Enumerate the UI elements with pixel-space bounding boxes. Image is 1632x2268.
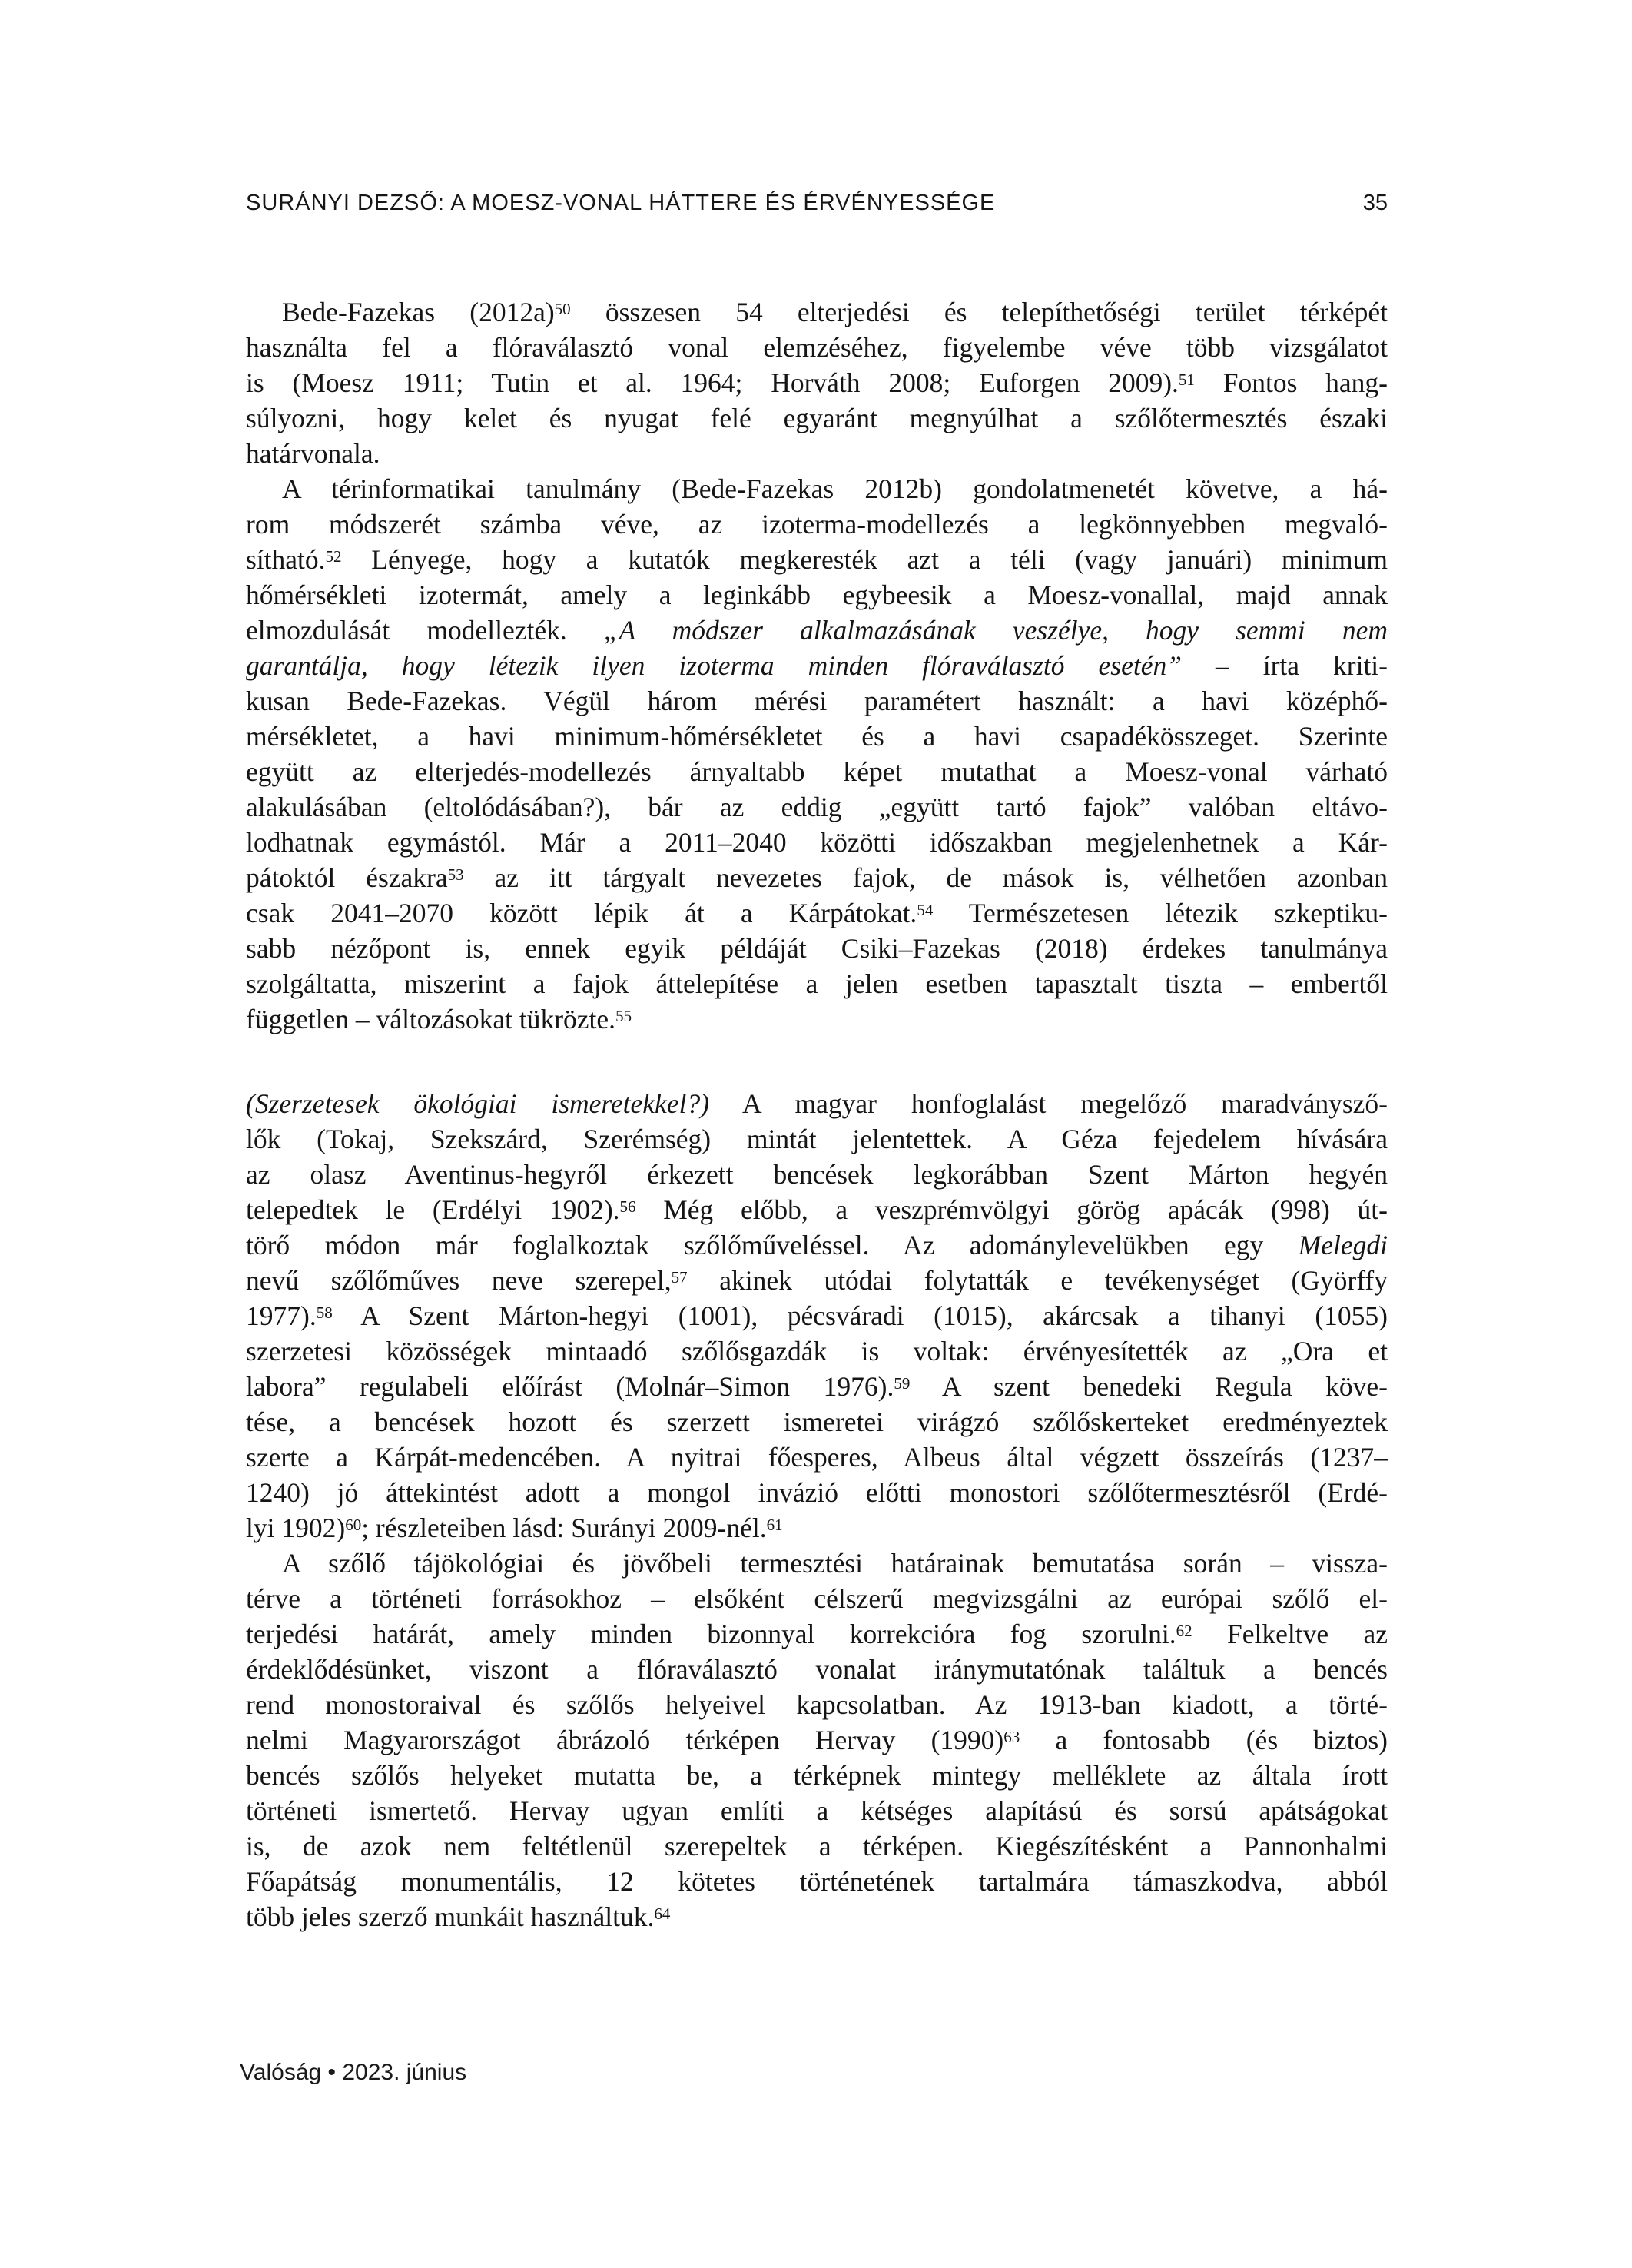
- header-title: SURÁNYI DEZSŐ: A MOESZ-VONAL HÁTTERE ÉS ÉRVÉNYESSÉGE: [246, 191, 996, 215]
- text-line: [246, 506, 1388, 542]
- body-text: elmozdulását modellezték.: [246, 615, 604, 646]
- text-line: [246, 471, 1388, 506]
- body-text: Természetesen létezik szkeptiku-: [933, 898, 1388, 928]
- footnote-ref: 59: [894, 1373, 911, 1393]
- paragraph: [246, 294, 1388, 471]
- body-text: is (Moesz 1911; Tutin et al. 1964; Horváth 2008; Euforgen 2009).: [246, 367, 1179, 398]
- body-text: A Szent Márton-hegyi (1001), pécsváradi (1015), akárcsak a tihanyi (1055): [332, 1300, 1388, 1331]
- body-text: történeti ismertető. Hervay ugyan említi a kétséges alapítású és sorsú apátságokat: [246, 1795, 1388, 1826]
- body-text: az olasz Aventinus-hegyről érkezett bencések legkorábban Szent Márton hegyén: [246, 1159, 1388, 1190]
- body-text: bencés szőlős helyeket mutatta be, a térképnek mintegy melléklete az általa írott: [246, 1760, 1388, 1791]
- body-text: szolgáltatta, miszerint a fajok áttelepítése a jelen esetben tapasztalt tiszta – embertől: [246, 968, 1388, 999]
- text-line: [246, 436, 1388, 471]
- text-line: [246, 895, 1388, 931]
- text-line: [246, 1793, 1388, 1828]
- body-text: használta fel a flóraválasztó vonal elemzéséhez, figyelembe véve több vizsgálatot: [246, 332, 1388, 363]
- footnote-ref: 50: [554, 299, 571, 318]
- body-text: határvonala.: [246, 438, 380, 469]
- footnote-ref: 53: [447, 865, 464, 884]
- text-line: [246, 1475, 1388, 1510]
- text-line: [246, 1722, 1388, 1758]
- body-text: A magyar honfoglalást megelőző maradványsző-: [709, 1088, 1388, 1119]
- footnote-ref: 56: [619, 1197, 636, 1216]
- text-line: [246, 1581, 1388, 1616]
- text-line: [246, 966, 1388, 1001]
- footnote-ref: 57: [671, 1267, 688, 1287]
- text-line: [246, 613, 1388, 648]
- text-line: [246, 1121, 1388, 1157]
- text-line: [246, 365, 1388, 400]
- body-text: akinek utódai folytatták e tevékenységet (Györffy: [687, 1265, 1388, 1296]
- body-text: labora” regulabeli előírást (Molnár–Simon 1976).: [246, 1371, 894, 1402]
- text-line: [246, 1192, 1388, 1227]
- body-text: rom módszerét számba véve, az izoterma-modellezés a legkönnyebben megvaló-: [246, 509, 1388, 540]
- text-line: [246, 931, 1388, 966]
- body-text: térve a történeti forrásokhoz – elsőként célszerű megvizsgálni az európai szőlő el-: [246, 1583, 1388, 1614]
- text-line: [246, 754, 1388, 789]
- footnote-ref: 64: [654, 1904, 671, 1923]
- italic-text: Melegdi: [1298, 1230, 1388, 1260]
- body-text: Fontos hang-: [1194, 367, 1388, 398]
- text-line: [246, 1404, 1388, 1439]
- text-line: [246, 1899, 1388, 1934]
- text-line: [246, 860, 1388, 895]
- body-text: terjedési határát, amely minden bizonnyal korrekcióra fog szorulni.: [246, 1619, 1176, 1649]
- footnote-ref: 60: [345, 1515, 362, 1534]
- body-text: összesen 54 elterjedési és telepíthetőségi terület térképét: [570, 297, 1388, 327]
- body-text: is, de azok nem feltétlenül szerepeltek a térképen. Kiegészítésként a Pannonhalmi: [246, 1831, 1388, 1861]
- body-text: hőmérsékleti izotermát, amely a leginkább egybeesik a Moesz-vonallal, majd annak: [246, 579, 1388, 610]
- body-text: – írta kriti-: [1181, 650, 1388, 681]
- running-header: [246, 191, 1388, 216]
- paragraph: [246, 1086, 1388, 1546]
- text-line: [246, 1510, 1388, 1546]
- page-number: 35: [1362, 191, 1388, 215]
- text-line: [246, 1227, 1388, 1263]
- footnote-ref: 51: [1178, 370, 1195, 389]
- footnote-ref: 63: [1003, 1727, 1020, 1746]
- body-text: rend monostoraival és szőlős helyeivel kapcsolatban. Az 1913-ban kiadott, a törté-: [246, 1689, 1388, 1720]
- text-line: [246, 719, 1388, 754]
- text-line: [246, 1758, 1388, 1793]
- text-line: [246, 1687, 1388, 1722]
- text-line: [246, 1298, 1388, 1333]
- body-text: Lényege, hogy a kutatók megkeresték azt a téli (vagy januári) minimum: [341, 544, 1388, 575]
- body-text: csak 2041–2070 között lépik át a Kárpátokat.: [246, 898, 917, 928]
- text-line: [246, 1864, 1388, 1899]
- text-line: [246, 577, 1388, 613]
- body-text: alakulásában (eltolódásában?), bár az eddig „együtt tartó fajok” valóban eltávo-: [246, 792, 1388, 822]
- body-text: A térinformatikai tanulmány (Bede-Fazekas 2012b) gondolatmenetét követve, a há-: [282, 473, 1388, 504]
- body-text: Bede-Fazekas (2012a): [282, 297, 555, 327]
- body-text: kusan Bede-Fazekas. Végül három mérési paramétert használt: a havi középhő-: [246, 686, 1388, 716]
- footnote-ref: 52: [325, 546, 342, 566]
- italic-text: (Szerzetesek ökológiai ismeretekkel?): [246, 1088, 710, 1119]
- text-line: [246, 1086, 1388, 1121]
- body-text: Felkeltve az: [1192, 1619, 1388, 1649]
- body-text: a fontosabb (és biztos): [1020, 1725, 1388, 1755]
- text-line: [246, 1828, 1388, 1864]
- body-text: 1977).: [246, 1300, 317, 1331]
- text-line: [246, 1616, 1388, 1652]
- body-text: pátoktól északra: [246, 862, 448, 893]
- body-text: 1240) jó áttekintést adott a mongol invázió előtti monostori szőlőtermesztésről (Erdé-: [246, 1477, 1388, 1508]
- body-text: az itt tárgyalt nevezetes fajok, de mások is, vélhetően azonban: [463, 862, 1388, 893]
- footnote-ref: 61: [766, 1515, 783, 1534]
- body-text: Még előbb, a veszprémvölgyi görög apácák (998) út-: [635, 1194, 1388, 1225]
- body-text: érdeklődésünket, viszont a flóraválasztó vonalat iránymutatónak találtuk a bencés: [246, 1654, 1388, 1685]
- text-line: [246, 1157, 1388, 1192]
- body-text: lyi 1902): [246, 1513, 346, 1543]
- body-text: tése, a bencések hozott és szerzett ismeretei virágzó szőlőskerteket eredményeztek: [246, 1406, 1388, 1437]
- body-text: nevű szőlőműves neve szerepel,: [246, 1265, 672, 1296]
- text-line: [246, 789, 1388, 825]
- footnote-ref: 62: [1176, 1621, 1192, 1640]
- text-line: [246, 648, 1388, 683]
- body-text: több jeles szerző munkáit használtuk.: [246, 1901, 655, 1932]
- text-line: [246, 1652, 1388, 1687]
- text-block: [246, 294, 1388, 1934]
- body-text: független – változásokat tükrözte.: [246, 1004, 616, 1034]
- body-text: A szent benedeki Regula köve-: [910, 1371, 1388, 1402]
- text-line: [246, 330, 1388, 365]
- body-text: súlyozni, hogy kelet és nyugat felé egyaránt megnyúlhat a szőlőtermesztés északi: [246, 403, 1388, 433]
- body-text: A szőlő tájökológiai és jövőbeli termesztési határainak bemutatása során – vissza-: [282, 1548, 1388, 1579]
- text-line: [246, 1263, 1388, 1298]
- body-text: telepedtek le (Erdélyi 1902).: [246, 1194, 620, 1225]
- footnote-ref: 58: [316, 1303, 333, 1322]
- footnote-ref: 55: [615, 1006, 632, 1025]
- body-text: szerte a Kárpát-medencében. A nyitrai főesperes, Albeus által végzett összeírás (1237–: [246, 1442, 1388, 1473]
- text-line: [246, 1001, 1388, 1037]
- body-text: együtt az elterjedés-modellezés árnyaltabb képet mutathat a Moesz-vonal várható: [246, 756, 1388, 787]
- body-text: ; részleteiben lásd: Surányi 2009-nél.: [361, 1513, 767, 1543]
- footnote-ref: 54: [917, 900, 934, 919]
- paragraph: [246, 471, 1388, 1037]
- body-text: mérsékletet, a havi minimum-hőmérsékletet és a havi csapadékösszeget. Szerinte: [246, 721, 1388, 752]
- body-text: sabb nézőpont is, ennek egyik példáját Csiki–Fazekas (2018) érdekes tanulmánya: [246, 933, 1388, 964]
- footer-imprint: Valóság • 2023. június: [240, 2060, 467, 2085]
- body-text: törő módon már foglalkoztak szőlőműveléssel. Az adománylevelükben egy: [246, 1230, 1299, 1260]
- body-text: sítható.: [246, 544, 326, 575]
- italic-text: „A módszer alkalmazásának veszélye, hogy semmi nem: [603, 615, 1388, 646]
- italic-text: garantálja, hogy létezik ilyen izoterma minden flóraválasztó esetén”: [246, 650, 1182, 681]
- body-text: nelmi Magyarországot ábrázoló térképen Hervay (1990): [246, 1725, 1004, 1755]
- text-line: [246, 294, 1388, 330]
- text-line: [246, 1546, 1388, 1581]
- body-text: szerzetesi közösségek mintaadó szőlősgazdák is voltak: érvényesítették az „Ora et: [246, 1336, 1388, 1366]
- text-line: [246, 683, 1388, 719]
- body-text: lők (Tokaj, Szekszárd, Szerémség) mintát jelentettek. A Géza fejedelem hívására: [246, 1124, 1388, 1154]
- text-line: [246, 1333, 1388, 1369]
- text-line: [246, 542, 1388, 577]
- body-text: Főapátság monumentális, 12 kötetes történetének tartalmára támaszkodva, abból: [246, 1866, 1388, 1897]
- text-line: [246, 825, 1388, 860]
- text-line: [246, 1369, 1388, 1404]
- text-line: [246, 400, 1388, 436]
- paragraph: [246, 1546, 1388, 1934]
- text-line: [246, 1439, 1388, 1475]
- body-text: lodhatnak egymástól. Már a 2011–2040 közötti időszakban megjelenhetnek a Kár-: [246, 827, 1388, 858]
